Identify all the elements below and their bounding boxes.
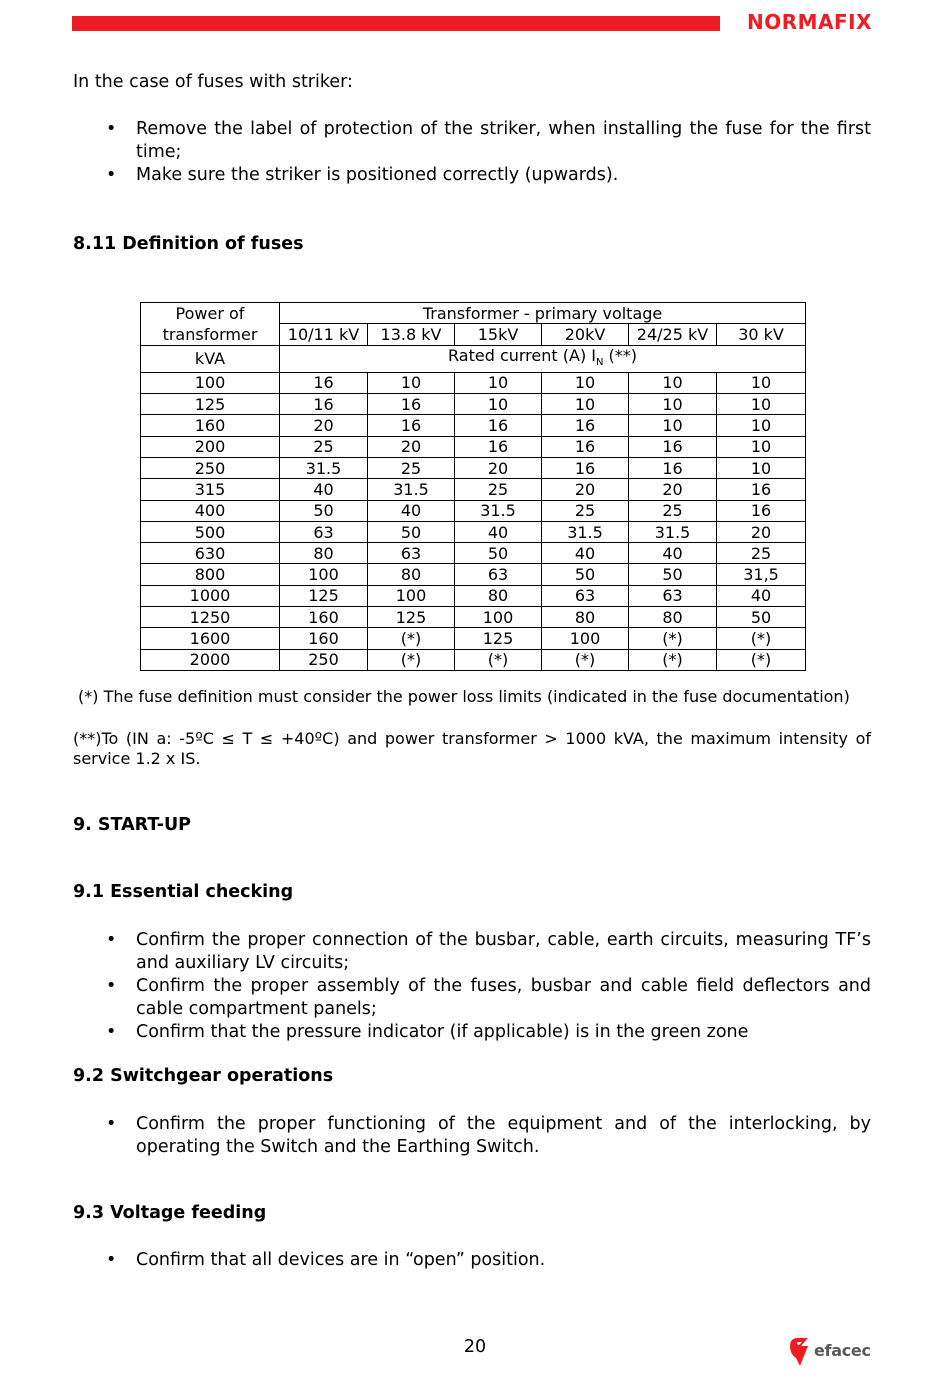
current-cell: 50 [542,564,629,585]
current-cell: 63 [629,585,717,606]
current-cell: (*) [368,628,455,649]
checking-bullet-list [73,929,871,1044]
list-item: • Confirm that the pressure indicator (if applicable) is in the green zone [73,1021,871,1044]
list-item: • Remove the label of protection of the striker, when installing the fuse for the first time; [73,118,871,164]
table-row [141,436,806,457]
voltage-header: 20kV [542,324,629,345]
current-cell: (*) [542,649,629,670]
table-header-row [141,303,806,324]
current-cell: 10 [629,372,717,393]
current-cell: 20 [542,479,629,500]
power-cell: 250 [141,457,280,478]
current-cell: 125 [455,628,542,649]
current-cell: (*) [629,649,717,670]
section-heading-8-11: 8.11 Definition of fuses [73,234,304,254]
list-item: • Confirm the proper connection of the busbar, cable, earth circuits, measuring TF’s and auxiliary LV circuits; [73,929,871,975]
column-header-transformer: transformer [141,324,280,345]
table-row [141,457,806,478]
list-item: • Confirm the proper functioning of the equipment and of the interlocking, by operating the Switch and the Earthing Switch. [73,1113,871,1159]
current-cell: 10 [717,457,806,478]
list-item: • Confirm the proper assembly of the fuses, busbar and cable field deflectors and cable compartment panels; [73,975,871,1021]
current-cell: 40 [280,479,368,500]
current-cell: (*) [368,649,455,670]
voltage-header: 30 kV [717,324,806,345]
current-cell: 16 [280,372,368,393]
table-row [141,564,806,585]
current-cell: 63 [280,521,368,542]
current-cell: 20 [280,415,368,436]
current-cell: 16 [717,479,806,500]
current-cell: 31,5 [717,564,806,585]
current-cell: 20 [717,521,806,542]
table-header-row [141,345,806,372]
column-header-power: Power of [141,303,280,324]
current-cell: 80 [455,585,542,606]
current-cell: 16 [455,436,542,457]
section-heading-9-2: 9.2 Switchgear operations [73,1066,334,1086]
current-cell: 25 [717,543,806,564]
power-cell: 1250 [141,607,280,628]
table-row [141,607,806,628]
current-cell: (*) [717,649,806,670]
list-item: • Make sure the striker is positioned correctly (upwards). [73,164,871,187]
current-cell: 100 [280,564,368,585]
current-cell: 50 [455,543,542,564]
group-header-primary-voltage: Transformer - primary voltage [280,303,806,324]
current-cell: (*) [717,628,806,649]
power-cell: 800 [141,564,280,585]
current-cell: (*) [629,628,717,649]
current-cell: 63 [455,564,542,585]
current-cell: 80 [368,564,455,585]
current-cell: 20 [368,436,455,457]
power-cell: 200 [141,436,280,457]
table-row [141,543,806,564]
current-cell: 25 [542,500,629,521]
current-cell: 40 [455,521,542,542]
current-cell: 125 [368,607,455,628]
table-row [141,415,806,436]
current-cell: 160 [280,628,368,649]
current-cell: 40 [368,500,455,521]
power-cell: 160 [141,415,280,436]
table-row [141,628,806,649]
current-cell: 10 [717,436,806,457]
section-heading-9-1: 9.1 Essential checking [73,882,294,902]
current-cell: 63 [368,543,455,564]
current-cell: 16 [368,394,455,415]
page-number: 20 [463,1337,487,1357]
table-row [141,372,806,393]
current-cell: 10 [368,372,455,393]
current-cell: 100 [455,607,542,628]
voltage-header: 10/11 kV [280,324,368,345]
voltage-header: 15kV [455,324,542,345]
current-cell: 80 [629,607,717,628]
power-cell: 1600 [141,628,280,649]
power-cell: 2000 [141,649,280,670]
power-cell: 100 [141,372,280,393]
feeding-bullet-list [73,1249,871,1272]
current-cell: 25 [455,479,542,500]
current-cell: 31.5 [542,521,629,542]
current-cell: 10 [629,415,717,436]
table-header-row [141,324,806,345]
current-cell: 25 [280,436,368,457]
current-cell: 160 [280,607,368,628]
current-cell: 80 [542,607,629,628]
table-row [141,500,806,521]
rated-current-header [280,345,806,372]
power-cell: 125 [141,394,280,415]
current-cell: 16 [455,415,542,436]
table-note-2: (**)To (IN a: -5ºC ≤ T ≤ +40ºC) and power transformer > 1000 kVA, the maximum intensity of service 1.2 x IS. [73,729,871,768]
current-cell: 10 [455,394,542,415]
rated-current-subscript: N [595,356,604,368]
current-cell: (*) [455,649,542,670]
table-row [141,585,806,606]
table-row [141,479,806,500]
current-cell: 31.5 [280,457,368,478]
section-heading-9-3: 9.3 Voltage feeding [73,1203,267,1223]
current-cell: 16 [368,415,455,436]
rated-current-label: Rated current (A) I [448,345,596,365]
current-cell: 25 [368,457,455,478]
current-cell: 20 [455,457,542,478]
current-cell: 31.5 [629,521,717,542]
table-row [141,394,806,415]
current-cell: 10 [629,394,717,415]
current-cell: 50 [717,607,806,628]
current-cell: 10 [717,415,806,436]
efacec-logo-text: efacec [814,1341,871,1360]
current-cell: 125 [280,585,368,606]
current-cell: 16 [280,394,368,415]
power-cell: 1000 [141,585,280,606]
power-cell: 315 [141,479,280,500]
current-cell: 16 [542,457,629,478]
list-item: • Confirm that all devices are in “open” position. [73,1249,871,1272]
table-note-1: (*) The fuse definition must consider the power loss limits (indicated in the fuse documentation) [78,687,850,706]
unit-header-kva: kVA [141,345,280,372]
current-cell: 80 [280,543,368,564]
current-cell: 16 [542,436,629,457]
current-cell: 40 [542,543,629,564]
power-cell: 630 [141,543,280,564]
current-cell: 10 [455,372,542,393]
section-heading-9: 9. START-UP [73,815,191,835]
current-cell: 31.5 [455,500,542,521]
current-cell: 20 [629,479,717,500]
table-row [141,521,806,542]
current-cell: 63 [542,585,629,606]
current-cell: 10 [717,372,806,393]
current-cell: 100 [542,628,629,649]
current-cell: 40 [629,543,717,564]
current-cell: 10 [542,372,629,393]
rated-current-suffix: (**) [603,345,638,365]
operations-bullet-list [73,1113,871,1159]
current-cell: 100 [368,585,455,606]
current-cell: 40 [717,585,806,606]
current-cell: 10 [717,394,806,415]
voltage-header: 24/25 kV [629,324,717,345]
current-cell: 25 [629,500,717,521]
current-cell: 50 [280,500,368,521]
power-cell: 500 [141,521,280,542]
current-cell: 16 [629,457,717,478]
current-cell: 50 [629,564,717,585]
current-cell: 16 [717,500,806,521]
current-cell: 50 [368,521,455,542]
striker-bullet-list [73,118,871,187]
current-cell: 16 [629,436,717,457]
table-row [141,649,806,670]
current-cell: 250 [280,649,368,670]
current-cell: 31.5 [368,479,455,500]
voltage-header: 13.8 kV [368,324,455,345]
current-cell: 10 [542,394,629,415]
header-red-bar [72,16,720,31]
intro-text: In the case of fuses with striker: [73,72,353,92]
fuse-table [140,302,806,671]
current-cell: 16 [542,415,629,436]
power-cell: 400 [141,500,280,521]
brand-title: NORMAFIX [746,10,872,34]
